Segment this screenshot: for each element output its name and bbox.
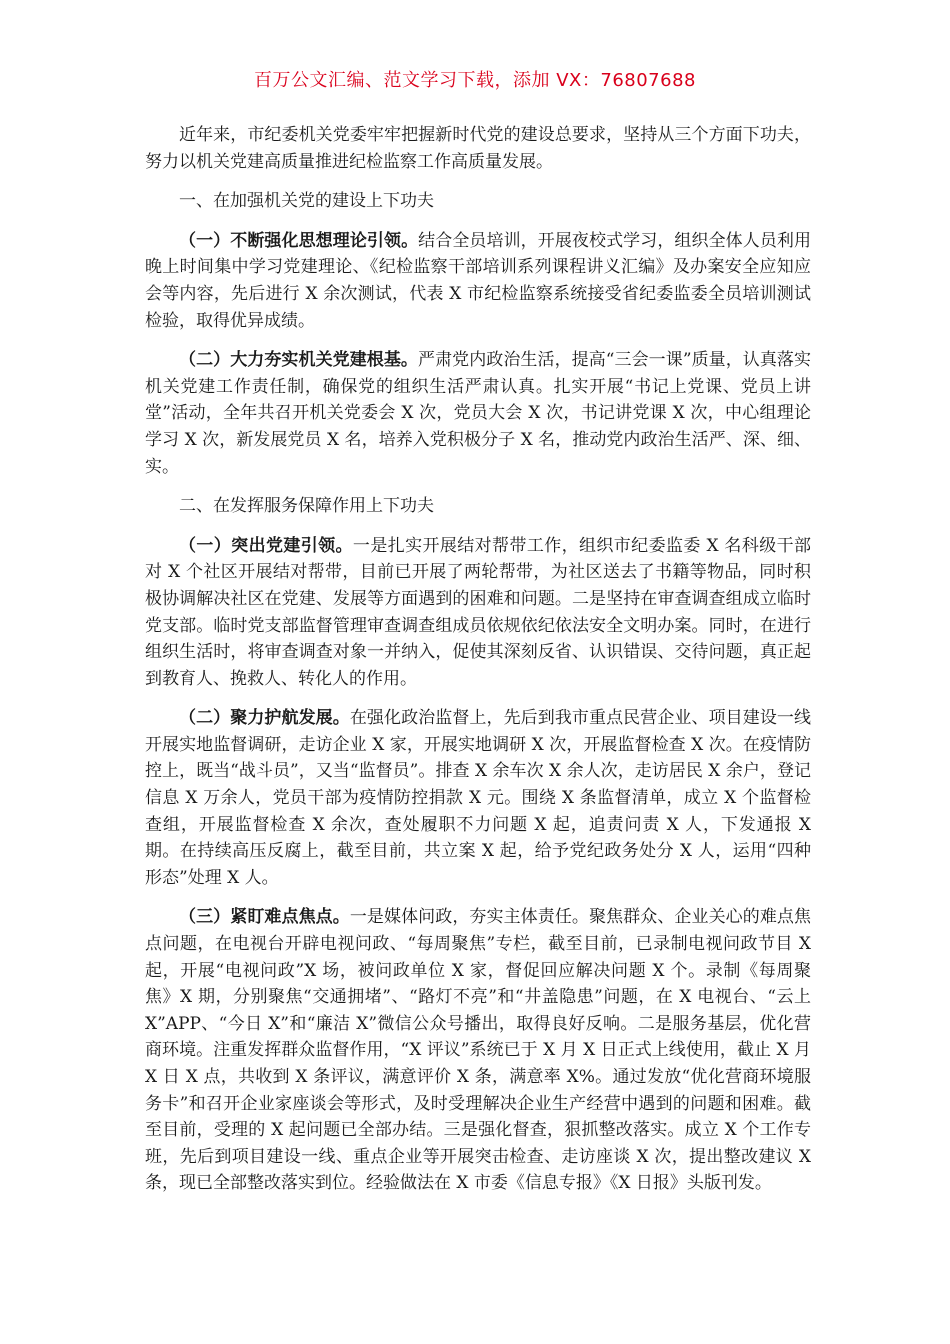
paragraph-2-1: [145, 533, 811, 693]
paragraph-lead: （三）紧盯难点焦点。: [179, 907, 350, 928]
paragraph-text: 一是扎实开展结对帮带工作，组织市纪委监委 X 名科级干部对 X 个社区开展结对帮带，目前已开展了两轮帮带，为社区送去了书籍等物品，同时积极协调解决社区在党建、发展等方面遇到的困难和问题。二是坚持在审查调查组成立临时党支部。临时党支部监督管理审查调查组成员依规依纪依法安全文明办案。同时，在进行组织生活时，将审查调查对象一并纳入，促使其深刻反省、认识错误、交待问题，真正起到教育人、挽救人、转化人的作用。: [145, 535, 811, 689]
paragraph-text: 在强化政治监督上，先后到我市重点民营企业、项目建设一线开展实地监督调研，走访企业 X 家，开展实地调研 X 次，开展监督检查 X 次。在疫情防控上，既当“战斗员”，又当“监督员”。排查 X 余车次 X 余人次，走访居民 X 余户，登记信息 X 万余人，党员干部为疫情防控捐款 X 元。围绕 X 条监督清单，成立 X 个监督检查组，开展监督检查 X 余次，查处履职不力问题 X 起，追责问责 X 人，下发通报 X 期。在持续高压反腐上，截至目前，共立案 X 起，给予党纪政务处分 X 人，运用“四种形态”处理 X 人。: [145, 708, 812, 888]
paragraph-1-1: [145, 228, 811, 334]
paragraph-text: 一是媒体问政，夯实主体责任。聚焦群众、企业关心的难点焦点问题，在电视台开辟电视问政、“每周聚焦”专栏，截至目前，已录制电视问政节目 X 起，开展“电视问政”X 场，被问政单位 X 家，督促回应解决问题 X 个。录制《每周聚焦》X 期，分别聚焦“交通拥堵”、“路灯不亮”和“井盖隐患”问题，在 X 电视台、“云上 X”APP、“今日 X”和“廉洁 X”微信公众号播出，取得良好反响。二是服务基层，优化营商环境。注重发挥群众监督作用，“X 评议”系统已于 X 月 X 日正式上线使用，截止 X 月 X 日 X 点，共收到 X 条评议，满意评价 X 条，满意率 X%。通过发放“优化营商环境服务卡”和召开企业家座谈会等形式，及时受理解决企业生产经营中遇到的问题和困难。截至目前，受理的 X 起问题已全部办结。三是强化督查，狠抓整改落实。成立 X 个工作专班，先后到项目建设一线、重点企业等开展突击检查、走访座谈 X 次，提出整改建议 X 条，现已全部整改落实到位。经验做法在 X 市委《信息专报》《X 日报》头版刊发。: [145, 907, 812, 1194]
paragraph-2-3: [145, 904, 811, 1197]
paragraph-text: 严肃党内政治生活，提高“三会一课”质量，认真落实机关党建工作责任制，确保党的组织生活严肃认真。扎实开展“书记上党课、党员上讲堂”活动，全年共召开机关党委会 X 次，党员大会 X 次，书记讲党课 X 次，中心组理论学习 X 次，新发展党员 X 名，培养入党积极分子 X 名，推动党内政治生活严、深、细、实。: [145, 350, 812, 477]
paragraph-lead: （一）不断强化思想理论引领。: [179, 230, 419, 251]
section-heading-2: 二、在发挥服务保障作用上下功夫: [179, 496, 434, 517]
paragraph-text: 结合全员培训，开展夜校式学习，组织全体人员利用晚上时间集中学习党建理论、《纪检监察干部培训系列课程讲义汇编》及办案安全应知应会等内容，先后进行 X 余次测试，代表 X 市纪检监察系统接受省纪委监委全员培训测试检验，取得优异成绩。: [145, 230, 812, 331]
paragraph-lead: （二）大力夯实机关党建根基。: [179, 350, 418, 371]
paragraph-lead: （二）聚力护航发展。: [179, 708, 350, 729]
paragraph-lead: （一）突出党建引领。: [179, 535, 353, 556]
document-body: [145, 122, 811, 1210]
paragraph-2-2: [145, 705, 811, 891]
watermark-banner: 百万公文汇编、范文学习下载，添加 VX：76807688: [254, 70, 696, 91]
section-heading-1: 一、在加强机关党的建设上下功夫: [179, 191, 434, 212]
paragraph-1-2: [145, 347, 811, 480]
intro-paragraph: 近年来，市纪委机关党委牢牢把握新时代党的建设总要求，坚持从三个方面下功夫，努力以机关党建高质量推进纪检监察工作高质量发展。: [145, 125, 811, 172]
